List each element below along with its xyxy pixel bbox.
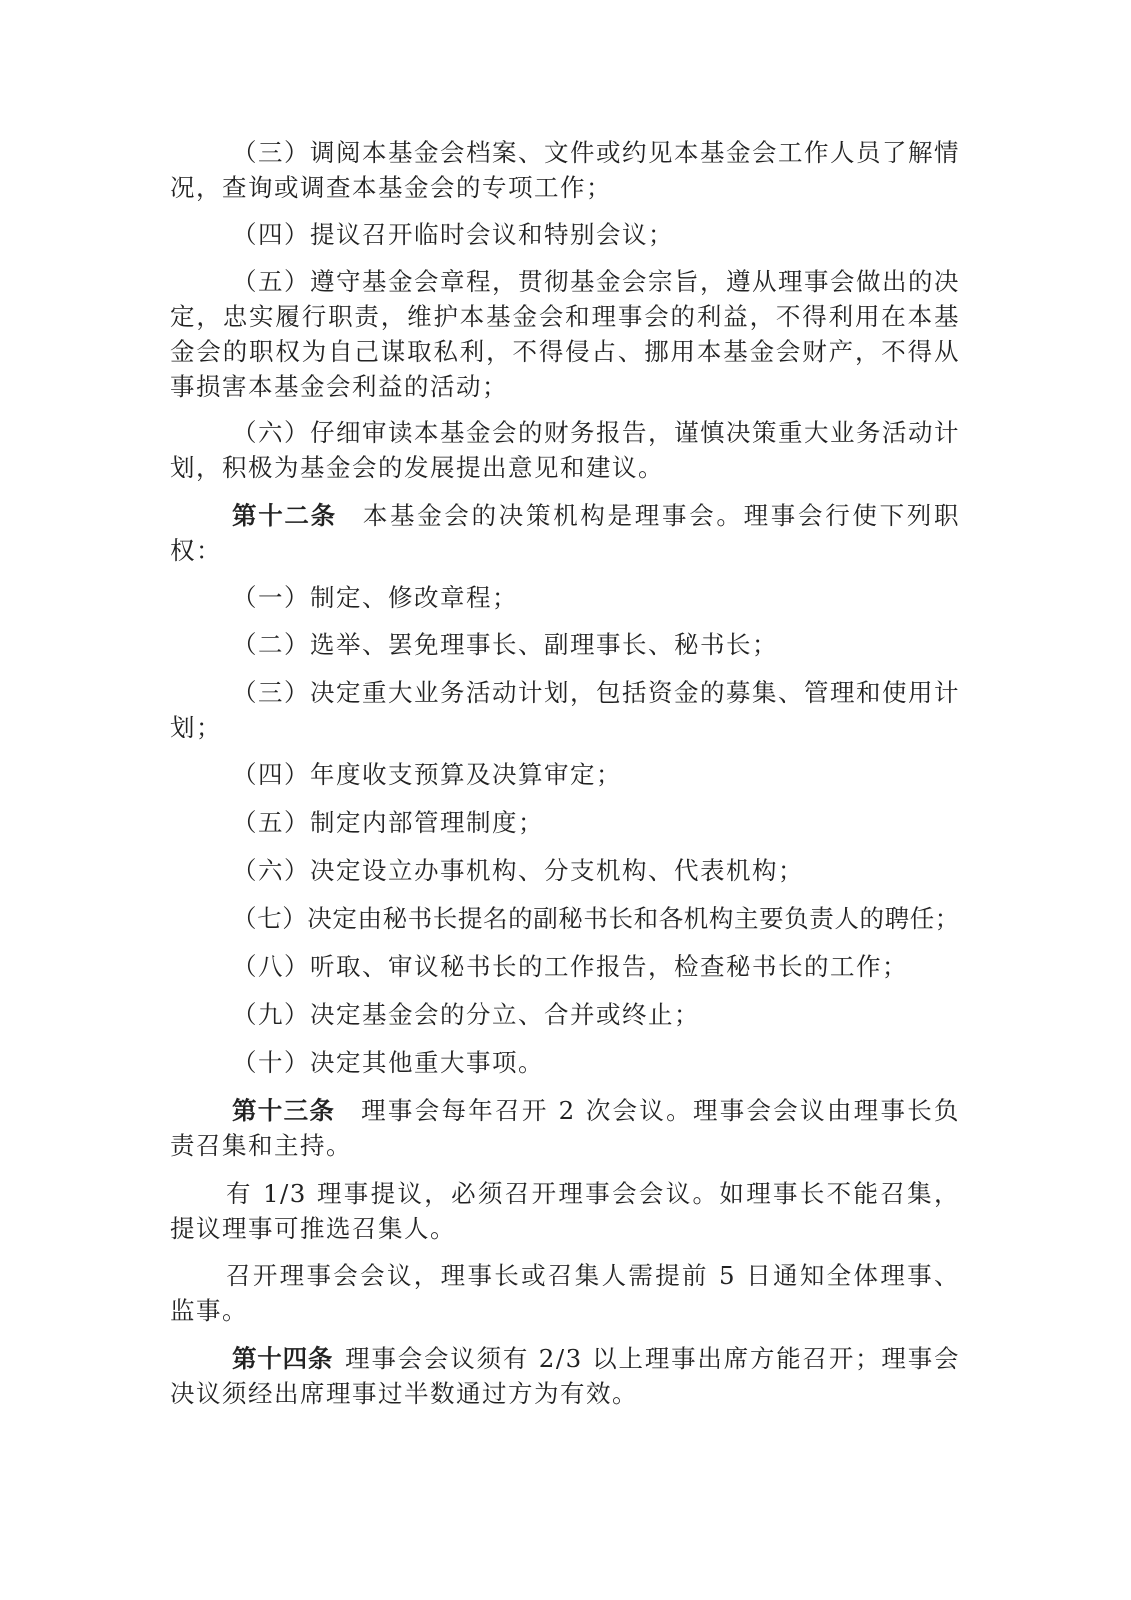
article-paragraph: [170, 1341, 960, 1411]
article-paragraph: [170, 498, 960, 568]
clause-paragraph: [170, 217, 960, 252]
paragraph-text: （六）仔细审读本基金会的财务报告，谨慎决策重大业务活动计划，积极为基金会的发展提出意见和建议。: [170, 418, 960, 482]
clause-paragraph: [170, 264, 960, 404]
article-number: 第十三条: [232, 1096, 336, 1125]
clause-paragraph: [170, 1176, 960, 1246]
clause-paragraph: [170, 580, 960, 615]
clause-paragraph: [170, 415, 960, 485]
paragraph-text: （九）决定基金会的分立、合并或终止；: [232, 1000, 700, 1029]
clause-paragraph: [170, 805, 960, 840]
paragraph-text: （八）听取、审议秘书长的工作报告，检查秘书长的工作；: [232, 952, 908, 981]
paragraph-text: （五）制定内部管理制度；: [232, 808, 544, 837]
clause-paragraph: [170, 757, 960, 792]
article-paragraph: [170, 1093, 960, 1163]
article-number: 第十二条: [232, 501, 337, 530]
paragraph-text: （十）决定其他重大事项。: [232, 1048, 544, 1077]
paragraph-text: 理事会每年召开 2 次会议。理事会会议由理事长负责召集和主持。: [170, 1096, 961, 1160]
clause-paragraph: [170, 1045, 960, 1080]
clause-paragraph: [170, 1258, 960, 1328]
clause-paragraph: [170, 675, 960, 745]
paragraph-text: 召开理事会会议，理事长或召集人需提前 5 日通知全体理事、监事。: [170, 1261, 960, 1325]
clause-paragraph: [170, 997, 960, 1032]
paragraph-text: 本基金会的决策机构是理事会。理事会行使下列职权：: [170, 501, 961, 565]
clause-paragraph: [170, 135, 960, 205]
paragraph-text: （四）年度收支预算及决算审定；: [232, 760, 622, 789]
paragraph-text: （七）决定由秘书长提名的副秘书长和各机构主要负责人的聘任；: [232, 904, 960, 933]
paragraph-text: （六）决定设立办事机构、分支机构、代表机构；: [232, 856, 804, 885]
paragraph-text: （一）制定、修改章程；: [232, 583, 518, 612]
clause-paragraph: [170, 901, 960, 936]
article-number: 第十四条: [232, 1344, 334, 1373]
paragraph-text: （五）遵守基金会章程，贯彻基金会宗旨，遵从理事会做出的决定，忠实履行职责，维护本基金会和理事会的利益，不得利用在本基金会的职权为自己谋取私利，不得侵占、挪用本基金会财产，不得从事损害本基金会利益的活动；: [170, 267, 960, 401]
clause-paragraph: [170, 627, 960, 662]
paragraph-text: （三）调阅本基金会档案、文件或约见本基金会工作人员了解情况，查询或调查本基金会的专项工作；: [170, 138, 960, 202]
clause-paragraph: [170, 949, 960, 984]
clause-paragraph: [170, 853, 960, 888]
paragraph-text: 理事会会议须有 2/3 以上理事出席方能召开；理事会决议须经出席理事过半数通过方为有效。: [170, 1344, 960, 1408]
paragraph-text: （三）决定重大业务活动计划，包括资金的募集、管理和使用计划；: [170, 678, 960, 742]
paragraph-text: 有 1/3 理事提议，必须召开理事会会议。如理事长不能召集，提议理事可推选召集人。: [170, 1179, 960, 1243]
paragraph-text: （二）选举、罢免理事长、副理事长、秘书长；: [232, 630, 778, 659]
paragraph-text: （四）提议召开临时会议和特别会议；: [232, 220, 674, 249]
